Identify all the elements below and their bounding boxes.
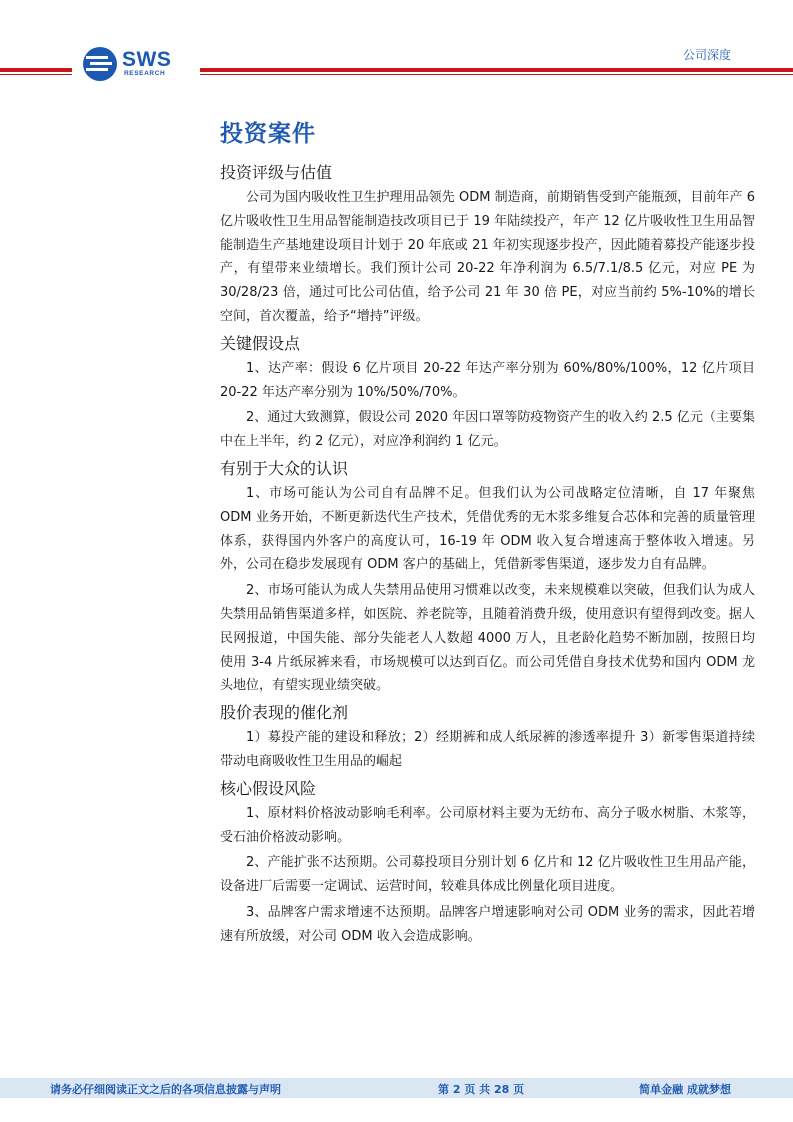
footer-slogan: 简单金融 成就梦想 <box>639 1083 731 1096</box>
header-rule-right <box>200 68 793 72</box>
paragraph: 1）募投产能的建设和释放；2）经期裤和成人纸尿裤的渗透率提升 3）新零售渠道持续带动电商吸收性卫生用品的崛起 <box>220 730 755 769</box>
section-heading: 投资评级与估值 <box>220 163 333 182</box>
paragraph: 公司为国内吸收性卫生护理用品领先 ODM 制造商，前期销售受到产能瓶颈，目前年产 6 亿片吸收性卫生用品智能制造技改项目已于 19 年陆续投产，年产 12 亿片吸收性卫生用品智能制造生产基地建设项目计划于 20 年底或 21 年初实现逐步投产，因此随着募投产能逐步投产，有望带来业绩增长。我们预计公司 20-22 年净利润为 6.5/7.1/8.5 亿元，对应 PE 为 30/28/23 倍，通过可比公司估值，给予公司 21 年 30 倍 PE，对应当前约 5%-10%的增长空间，首次覆盖，给予“增持”评级。 <box>220 190 755 324</box>
section-heading: 股价表现的催化剂 <box>220 703 349 723</box>
header-thin-rule-right <box>200 74 793 75</box>
logo-subtext: RESEARCH <box>124 70 166 77</box>
header-rule-left <box>0 68 72 72</box>
logo-text: SWS <box>122 48 172 71</box>
paragraph: 1、市场可能认为公司自有品牌不足。但我们认为公司战略定位清晰，自 17 年聚焦 ODM 业务开始，不断更新迭代生产技术，凭借优秀的无木浆多维复合芯体和完善的质量管理体系，获得国内外客户的高度认可，16-19 年 ODM 收入复合增速高于整体收入增速。另外，公司在稳步发展现有 ODM 客户的基础上，凭借新零售渠道，逐步发力自有品牌。 <box>220 485 755 573</box>
document-body <box>220 118 755 951</box>
paragraph: 1、达产率：假设 6 亿片项目 20-22 年达产率分别为 60%/80%/100%，12 亿片项目 20-22 年达产率分别为 10%/50%/70%。 <box>220 360 755 400</box>
header-thin-rule-left <box>0 74 72 75</box>
section-heading: 关键假设点 <box>220 333 301 353</box>
section-heading: 有别于大众的认识 <box>220 458 349 478</box>
page-number: 第 2 页 共 28 页 <box>438 1083 525 1096</box>
paragraph: 2、市场可能认为成人失禁用品使用习惯难以改变，未来规模难以突破，但我们认为成人失禁用品销售渠道多样，如医院、养老院等，且随着消费升级，使用意识有望得到改变。据人民网报道，中国失能、部分失能老人人数超 4000 万人，且老龄化趋势不断加剧，按照日均使用 3-4 片纸尿裤来看，市场规模可以达到百亿。而公司凭借自身技术优势和国内 ODM 龙头地位，有望实现业绩突破。 <box>220 583 755 694</box>
paragraph: 2、产能扩张不达预期。公司募投项目分别计划 6 亿片和 12 亿片吸收性卫生用品产能，设备进厂后需要一定调试、运营时间，较难具体成比例量化项目进度。 <box>220 855 755 895</box>
paragraph: 3、品牌客户需求增速不达预期。品牌客户增速影响对公司 ODM 业务的需求，因此若增速有所放缓，对公司 ODM 收入会造成影响。 <box>220 904 755 944</box>
footer-disclaimer: 请务必仔细阅读正文之后的各项信息披露与声明 <box>50 1083 281 1096</box>
report-type-label: 公司深度 <box>682 48 731 62</box>
section-heading: 核心假设风险 <box>220 778 317 798</box>
paragraph: 2、通过大致测算，假设公司 2020 年因口罩等防疫物资产生的收入约 2.5 亿元（主要集中在上半年，约 2 亿元），对应净利润约 1 亿元。 <box>220 410 755 450</box>
page-title: 投资案件 <box>220 121 316 147</box>
paragraph: 1、原材料价格波动影响毛利率。公司原材料主要为无纺布、高分子吸水树脂、木浆等，受石油价格波动影响。 <box>220 805 755 845</box>
